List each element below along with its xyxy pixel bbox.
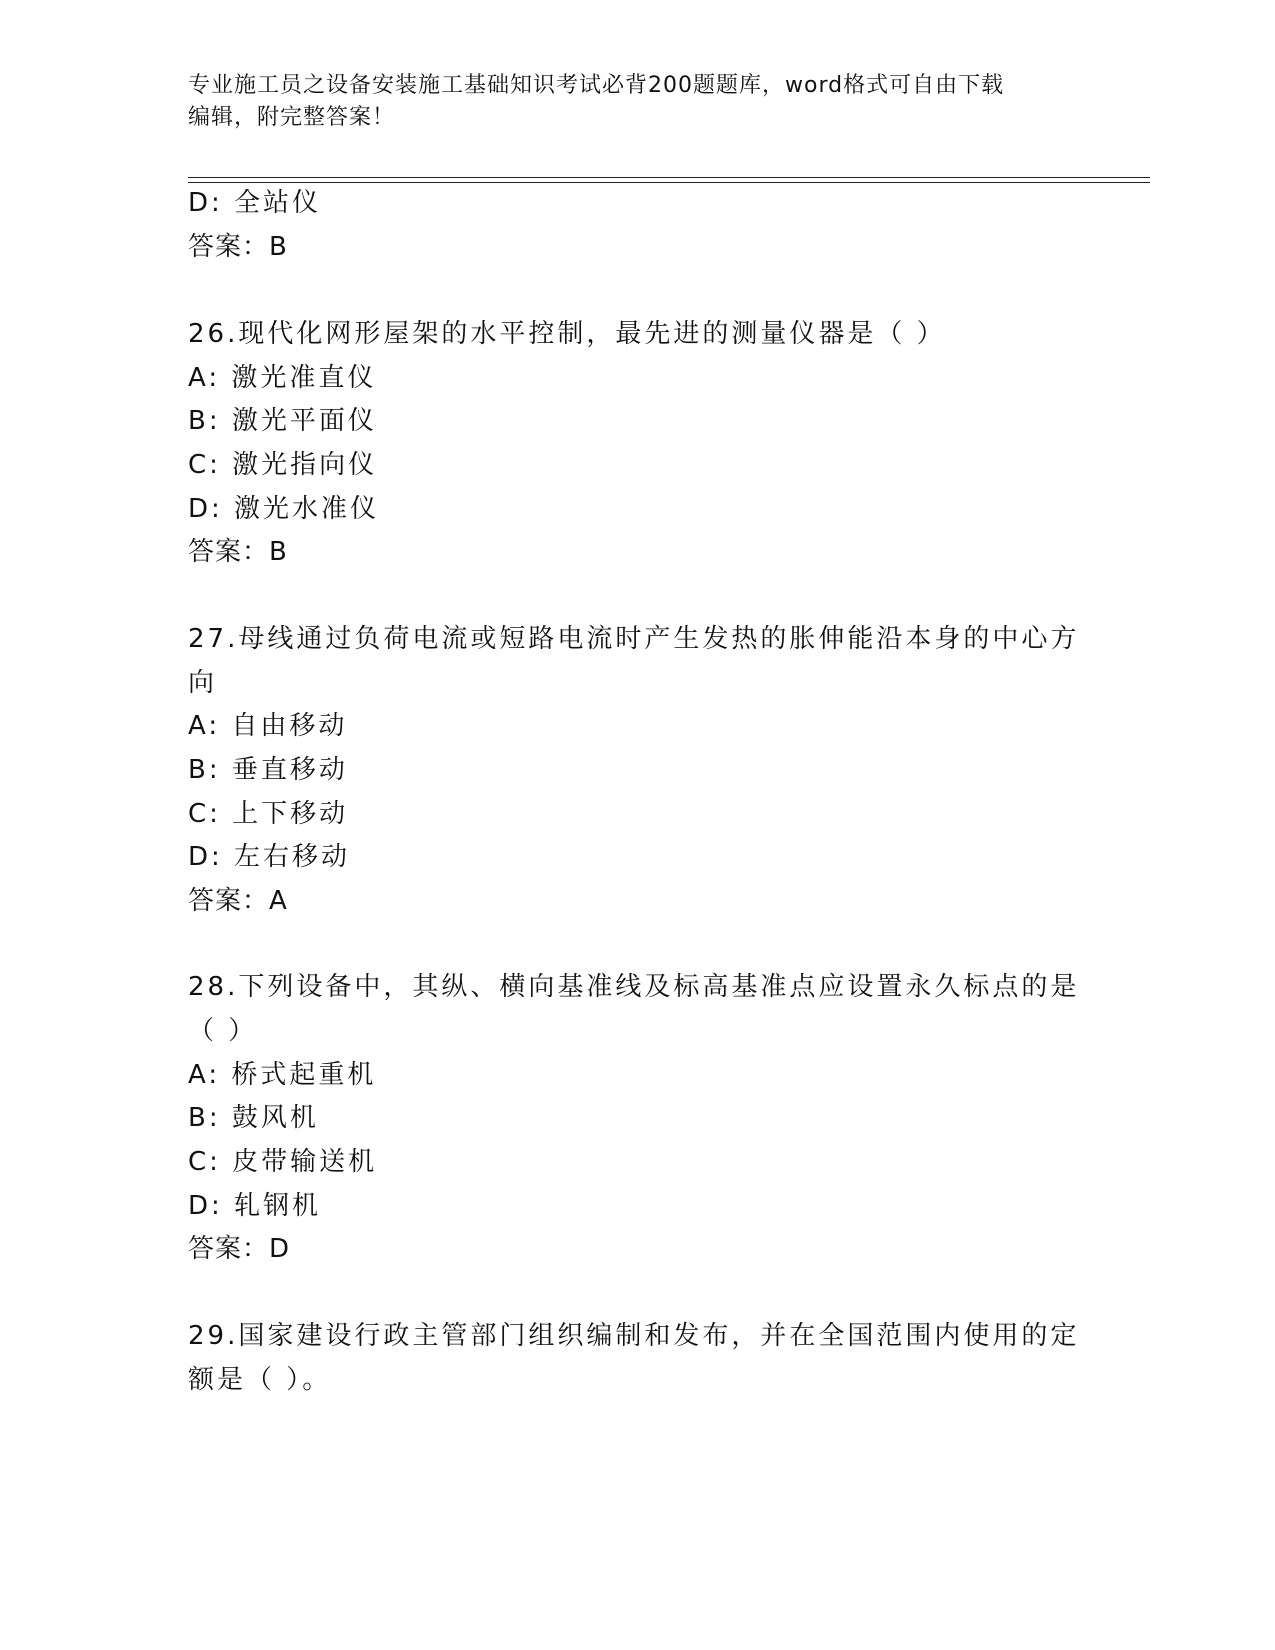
question-26-option-d: D: 激光水准仪 bbox=[188, 494, 380, 524]
prev-option-d: D: 全站仪 bbox=[188, 188, 322, 218]
question-29-stem-line-2: 额是（ ）。 bbox=[188, 1365, 332, 1395]
question-28-option-a: A: 桥式起重机 bbox=[188, 1060, 377, 1090]
question-27-option-a: A: 自由移动 bbox=[188, 711, 348, 741]
header-line-2: 编辑，附完整答案！ bbox=[188, 105, 396, 130]
question-27-stem-line-2: 向 bbox=[188, 668, 218, 698]
question-28-option-b: B: 鼓风机 bbox=[188, 1103, 319, 1133]
question-26-answer: 答案：B bbox=[188, 537, 288, 567]
header-line-1: 专业施工员之设备安装施工基础知识考试必背200题题库，word格式可自由下载 bbox=[188, 73, 1005, 98]
question-27-option-c: C: 上下移动 bbox=[188, 799, 349, 829]
header-rule-bottom bbox=[188, 182, 1150, 183]
question-27-option-d: D: 左右移动 bbox=[188, 842, 351, 872]
question-28-stem-line-1: 28.下列设备中，其纵、横向基准线及标高基准点应设置永久标点的是 bbox=[188, 972, 1080, 1002]
question-28-answer: 答案：D bbox=[188, 1234, 291, 1264]
question-26-stem: 26.现代化网形屋架的水平控制，最先进的测量仪器是（ ） bbox=[188, 319, 946, 349]
question-28-option-c: C: 皮带输送机 bbox=[188, 1147, 378, 1177]
question-27-option-b: B: 垂直移动 bbox=[188, 755, 348, 785]
question-26-option-b: B: 激光平面仪 bbox=[188, 406, 377, 436]
question-26-option-a: A: 激光准直仪 bbox=[188, 363, 377, 393]
question-28-option-d: D: 轧钢机 bbox=[188, 1191, 322, 1221]
prev-answer: 答案：B bbox=[188, 232, 288, 262]
question-26-option-c: C: 激光指向仪 bbox=[188, 450, 378, 480]
header-rule-top bbox=[188, 177, 1150, 178]
question-28-stem-line-2: （ ） bbox=[188, 1016, 258, 1046]
question-29-stem-line-1: 29.国家建设行政主管部门组织编制和发布，并在全国范围内使用的定 bbox=[188, 1321, 1080, 1351]
question-27-stem-line-1: 27.母线通过负荷电流或短路电流时产生发热的胀伸能沿本身的中心方 bbox=[188, 624, 1080, 654]
question-27-answer: 答案：A bbox=[188, 886, 288, 916]
document-header bbox=[188, 70, 1088, 134]
